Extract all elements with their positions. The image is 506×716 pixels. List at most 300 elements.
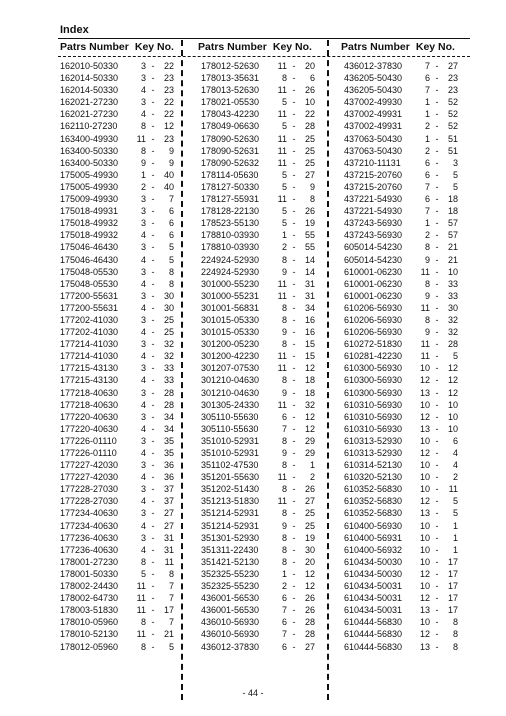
key-item: 22: [163, 61, 174, 71]
part-number: 610320-52130: [344, 472, 403, 483]
part-number: 178128-22130: [201, 206, 260, 217]
part-number: 351311-22430: [201, 544, 259, 555]
key-item: 14: [304, 266, 315, 277]
part-number: 177202-41030: [60, 327, 119, 338]
key-number: [273, 423, 319, 435]
key-separator: -: [435, 387, 439, 398]
key-figure: 11: [277, 363, 287, 374]
key-number: [273, 193, 319, 205]
key-separator: -: [151, 145, 155, 156]
part-number: 177227-42030: [60, 460, 119, 471]
key-figure: 8: [281, 314, 287, 325]
key-number: [132, 338, 178, 350]
key-item: 10: [447, 411, 458, 422]
key-item: 28: [163, 399, 174, 410]
part-number: 610001-06230: [344, 278, 403, 289]
index-row: [60, 302, 178, 314]
key-figure: 11: [277, 472, 287, 483]
index-row: [60, 108, 178, 120]
key-separator: -: [292, 145, 296, 156]
key-figure: 3: [140, 460, 146, 471]
column-header: [60, 41, 174, 53]
key-figure: 3: [140, 339, 146, 350]
index-row: [344, 641, 462, 653]
key-figure: 12: [419, 375, 430, 386]
key-figure: 4: [140, 278, 146, 289]
key-item: 21: [163, 629, 174, 640]
part-number: 437063-50430: [344, 133, 403, 144]
part-number: 351201-55630: [201, 472, 260, 483]
key-separator: -: [292, 496, 296, 507]
part-number: 305110-55630: [201, 411, 259, 422]
key-figure: 11: [277, 109, 287, 120]
page-number: - 44 -: [242, 688, 264, 698]
key-number: [132, 278, 178, 290]
key-separator: -: [292, 121, 296, 132]
key-number: [416, 326, 462, 338]
key-item: 19: [304, 532, 315, 543]
index-row: [60, 411, 178, 423]
key-separator: -: [292, 568, 296, 579]
key-item: 4: [452, 460, 458, 471]
key-number: [273, 254, 319, 266]
part-number: 177226-01110: [60, 435, 117, 446]
key-figure: 4: [140, 327, 146, 338]
key-item: 52: [447, 109, 458, 120]
index-row: [60, 314, 178, 326]
part-number: 177215-43130: [60, 363, 119, 374]
key-item: 18: [304, 387, 315, 398]
key-item: 22: [163, 109, 174, 120]
key-figure: 3: [140, 73, 146, 84]
key-item: 21: [447, 254, 458, 265]
index-row: [60, 520, 178, 532]
key-number: [273, 399, 319, 411]
key-separator: -: [435, 73, 439, 84]
key-figure: 3: [140, 484, 146, 495]
key-number: [132, 96, 178, 108]
part-number: 175018-49932: [60, 230, 119, 241]
key-figure: 4: [140, 472, 146, 483]
index-row: [201, 556, 319, 568]
key-figure: 8: [140, 145, 146, 156]
key-number: [132, 350, 178, 362]
index-row: [344, 290, 462, 302]
key-separator: -: [151, 73, 155, 84]
part-number: 610206-56930: [344, 327, 403, 338]
key-number: [416, 556, 462, 568]
index-row: [344, 483, 462, 495]
key-number: [132, 435, 178, 447]
index-row: [344, 628, 462, 640]
index-row: [201, 387, 319, 399]
key-number: [416, 266, 462, 278]
key-number: [273, 84, 319, 96]
index-row: [344, 181, 462, 193]
key-separator: -: [292, 363, 296, 374]
key-figure: 5: [281, 97, 287, 108]
key-number: [416, 181, 462, 193]
index-row: [201, 278, 319, 290]
index-row: [60, 84, 178, 96]
index-row: [201, 459, 319, 471]
key-number: [416, 302, 462, 314]
key-item: 10: [447, 266, 458, 277]
key-figure: 3: [140, 435, 146, 446]
index-row: [201, 544, 319, 556]
key-separator: -: [151, 194, 155, 205]
key-figure: 6: [281, 617, 287, 628]
key-separator: -: [151, 169, 155, 180]
key-figure: 1: [424, 97, 430, 108]
index-rows: [201, 60, 319, 653]
part-number: 178090-52631: [201, 145, 260, 156]
index-row: [60, 278, 178, 290]
key-figure: 4: [140, 448, 146, 458]
part-number: 351214-52931: [201, 508, 260, 519]
key-separator: -: [435, 448, 439, 458]
key-separator: -: [435, 97, 439, 108]
key-separator: -: [435, 520, 439, 531]
key-number: [132, 169, 178, 181]
part-number: 610352-56830: [344, 508, 403, 519]
key-figure: 6: [424, 157, 430, 168]
key-item: 32: [447, 314, 458, 325]
key-figure: 7: [281, 605, 287, 616]
part-number: 610352-56830: [344, 496, 403, 507]
part-number: 175018-49931: [60, 206, 119, 217]
part-number: 177234-40630: [60, 508, 119, 519]
key-separator: -: [292, 327, 296, 338]
part-number: 177214-41030: [60, 351, 119, 362]
key-item: 30: [447, 302, 458, 313]
key-item: 1: [452, 532, 458, 543]
key-separator: -: [151, 230, 155, 241]
part-number: 610434-50030: [344, 568, 403, 579]
key-item: 34: [163, 411, 174, 422]
key-figure: 5: [281, 169, 287, 180]
key-figure: 5: [281, 121, 287, 132]
part-number: 178114-05630: [201, 169, 259, 180]
key-separator: -: [435, 556, 439, 567]
key-item: 28: [447, 339, 458, 350]
part-number: 163400-49930: [60, 133, 119, 144]
part-number: 351301-52930: [201, 532, 260, 543]
key-item: 27: [447, 61, 458, 71]
index-row: [344, 616, 462, 628]
key-item: 1: [452, 520, 458, 531]
key-separator: -: [292, 375, 296, 386]
key-number: [132, 604, 178, 616]
key-item: 26: [304, 484, 315, 495]
key-separator: -: [435, 363, 439, 374]
part-number: 437210-11131: [344, 157, 401, 168]
key-figure: 12: [419, 496, 430, 507]
key-item: 17: [447, 568, 458, 579]
key-number: [132, 266, 178, 278]
key-number-header: Key No.: [134, 41, 174, 53]
key-separator: -: [435, 266, 439, 277]
key-number: [273, 592, 319, 604]
key-item: 31: [304, 278, 315, 289]
part-number: 177227-42030: [60, 472, 119, 483]
key-item: 18: [447, 206, 458, 217]
key-figure: 11: [136, 593, 146, 604]
index-row: [344, 374, 462, 386]
key-figure: 2: [281, 581, 287, 592]
key-separator: -: [435, 472, 439, 483]
key-figure: 6: [424, 73, 430, 84]
part-number: 305110-55630: [201, 423, 259, 434]
key-separator: -: [292, 387, 296, 398]
key-item: 15: [304, 351, 315, 362]
index-row: [60, 169, 178, 181]
part-number: 610206-56930: [344, 302, 403, 313]
key-number: [132, 145, 178, 157]
part-number: 177226-01110: [60, 448, 117, 458]
index-row: [344, 133, 462, 145]
index-row: [201, 120, 319, 132]
key-item: 33: [163, 363, 174, 374]
key-figure: 8: [281, 375, 287, 386]
column-header: [341, 41, 455, 53]
index-row: [201, 60, 319, 72]
index-row: [344, 84, 462, 96]
index-row: [60, 604, 178, 616]
key-item: 34: [163, 423, 174, 434]
part-number: 605014-54230: [344, 254, 403, 265]
key-number: [132, 120, 178, 132]
part-number: 301000-55230: [201, 278, 260, 289]
key-item: 37: [163, 484, 174, 495]
key-number: [132, 641, 178, 653]
key-number: [416, 616, 462, 628]
key-number: [273, 314, 319, 326]
key-figure: 12: [419, 411, 430, 422]
index-row: [344, 520, 462, 532]
part-number: 610400-56930: [344, 520, 403, 531]
key-item: 33: [163, 375, 174, 386]
part-number: 175005-49930: [60, 169, 119, 180]
key-item: 1: [309, 460, 315, 471]
key-separator: -: [435, 544, 439, 555]
key-item: 17: [447, 581, 458, 592]
part-number: 177220-40630: [60, 423, 119, 434]
index-row: [60, 338, 178, 350]
key-item: 29: [304, 435, 315, 446]
key-item: 28: [304, 629, 315, 640]
key-figure: 3: [140, 206, 146, 217]
key-separator: -: [435, 302, 439, 313]
key-item: 26: [304, 206, 315, 217]
key-item: 32: [447, 327, 458, 338]
index-row: [344, 495, 462, 507]
index-row: [344, 447, 462, 459]
key-figure: 11: [420, 302, 430, 313]
key-number: [273, 266, 319, 278]
part-number: 178002-64730: [60, 593, 119, 604]
index-row: [344, 604, 462, 616]
key-separator: -: [151, 278, 155, 289]
key-separator: -: [292, 206, 296, 217]
key-separator: -: [151, 181, 155, 192]
key-item: 36: [163, 460, 174, 471]
key-number: [132, 72, 178, 84]
index-row: [201, 447, 319, 459]
key-item: 28: [163, 387, 174, 398]
key-separator: -: [151, 254, 155, 265]
key-item: 37: [163, 496, 174, 507]
key-separator: -: [292, 314, 296, 325]
index-row: [201, 241, 319, 253]
key-figure: 8: [281, 302, 287, 313]
key-number: [416, 435, 462, 447]
index-row: [201, 266, 319, 278]
part-number: 177200-55631: [60, 302, 119, 313]
key-figure: 11: [277, 399, 287, 410]
key-number: [273, 181, 319, 193]
key-separator: -: [435, 460, 439, 471]
key-number: [273, 290, 319, 302]
key-figure: 12: [419, 593, 430, 604]
index-row: [201, 314, 319, 326]
part-number: 177214-41030: [60, 339, 119, 350]
key-figure: 1: [424, 109, 430, 120]
index-row: [60, 241, 178, 253]
key-figure: 8: [140, 641, 146, 652]
key-number: [132, 544, 178, 556]
index-row: [201, 495, 319, 507]
index-row: [201, 641, 319, 653]
key-separator: -: [151, 593, 155, 604]
key-item: 8: [452, 641, 458, 652]
key-separator: -: [435, 85, 439, 96]
index-row: [201, 532, 319, 544]
key-number: [132, 229, 178, 241]
part-number: 163400-50330: [60, 157, 119, 168]
index-row: [344, 326, 462, 338]
key-separator: -: [292, 617, 296, 628]
key-number: [132, 459, 178, 471]
key-separator: -: [151, 448, 155, 458]
key-item: 5: [452, 508, 458, 519]
index-row: [201, 580, 319, 592]
part-number: 351421-52130: [201, 556, 260, 567]
key-number: [132, 507, 178, 519]
key-item: 34: [304, 302, 315, 313]
key-figure: 4: [140, 254, 146, 265]
part-number: 436012-37830: [201, 641, 260, 652]
part-number: 162110-27230: [60, 121, 118, 132]
index-row: [60, 181, 178, 193]
index-row: [344, 556, 462, 568]
part-number: 436001-56530: [201, 593, 260, 604]
key-figure: 1: [281, 568, 287, 579]
key-figure: 11: [277, 496, 287, 507]
key-separator: -: [292, 181, 296, 192]
key-separator: -: [435, 194, 439, 205]
index-row: [344, 254, 462, 266]
part-number: 610434-50031: [344, 593, 403, 604]
part-number: 177236-40630: [60, 544, 119, 555]
key-figure: 8: [281, 435, 287, 446]
key-number: [416, 350, 462, 362]
key-separator: -: [151, 508, 155, 519]
index-row: [201, 326, 319, 338]
key-separator: -: [292, 278, 296, 289]
key-separator: -: [435, 641, 439, 652]
part-number: 437243-56930: [344, 218, 403, 229]
key-number: [132, 290, 178, 302]
key-number: [273, 532, 319, 544]
key-number: [132, 108, 178, 120]
key-item: 12: [304, 423, 315, 434]
part-number: 610400-56932: [344, 544, 403, 555]
key-item: 8: [452, 617, 458, 628]
index-row: [344, 302, 462, 314]
key-separator: -: [435, 169, 439, 180]
index-row: [201, 628, 319, 640]
key-figure: 10: [419, 520, 430, 531]
key-figure: 8: [281, 544, 287, 555]
key-number: [132, 157, 178, 169]
key-number-header: Key No.: [272, 41, 312, 53]
key-number: [416, 205, 462, 217]
key-item: 51: [447, 133, 458, 144]
key-separator: -: [151, 484, 155, 495]
key-item: 2: [309, 472, 315, 483]
index-row: [344, 592, 462, 604]
key-item: 18: [447, 194, 458, 205]
part-number: 178001-50330: [60, 568, 119, 579]
key-item: 52: [447, 97, 458, 108]
key-separator: -: [435, 568, 439, 579]
key-item: 7: [168, 194, 174, 205]
key-separator: -: [151, 302, 155, 313]
key-number: [273, 157, 319, 169]
part-number: 177218-40630: [60, 387, 119, 398]
top-rule: [58, 38, 470, 39]
part-number-header: Patrs Number: [198, 41, 267, 53]
part-number: 177202-41030: [60, 314, 119, 325]
key-item: 36: [163, 472, 174, 483]
key-number: [132, 326, 178, 338]
part-number: 610272-51830: [344, 339, 403, 350]
key-number: [416, 423, 462, 435]
key-item: 18: [304, 375, 315, 386]
key-figure: 8: [281, 556, 287, 567]
key-figure: 10: [419, 399, 430, 410]
index-row: [344, 72, 462, 84]
key-figure: 10: [419, 363, 430, 374]
key-separator: -: [435, 605, 439, 616]
key-figure: 11: [277, 194, 287, 205]
key-separator: -: [151, 399, 155, 410]
key-separator: -: [292, 339, 296, 350]
key-number: [132, 181, 178, 193]
part-number: 177234-40630: [60, 520, 119, 531]
index-row: [201, 157, 319, 169]
key-item: 25: [304, 145, 315, 156]
key-number: [416, 133, 462, 145]
key-number: [416, 459, 462, 471]
key-figure: 8: [140, 121, 146, 132]
index-row: [344, 362, 462, 374]
key-item: 26: [304, 605, 315, 616]
key-item: 26: [304, 593, 315, 604]
key-number: [273, 568, 319, 580]
part-number: 437002-49931: [344, 121, 403, 132]
